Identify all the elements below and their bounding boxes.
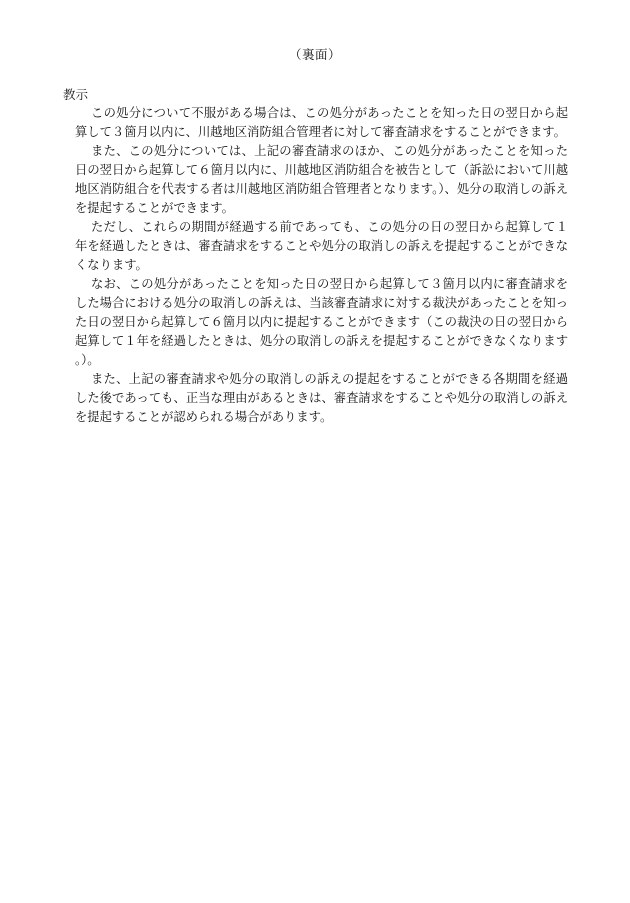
paragraph-justifiable-reason: また、上記の審査請求や処分の取消しの訴えの提起をすることができる各期間を経過した後であっても、正当な理由があるときは、審査請求をすることや処分の取消しの訴えを提起することが認められる場合があります。	[75, 372, 568, 424]
section-heading: 教示	[63, 87, 89, 102]
paragraph-appeal: この処分について不服がある場合は、この処分があったことを知った日の翌日から起算して３箇月以内に、川越地区消防組合管理者に対して審査請求をすることができます。	[75, 106, 568, 139]
paragraph-time-limit: ただし、これらの期間が経過する前であっても、この処分の日の翌日から起算して１年を経過したときは、審査請求をすることや処分の取消しの訴えを提起することができなくなります。	[75, 220, 568, 272]
paragraph-ruling-lawsuit: なお、この処分があったことを知った日の翌日から起算して３箇月以内に審査請求をした場合における処分の取消しの訴えは、当該審査請求に対する裁決があったことを知った日の翌日から起算して６箇月以内に提起することができます（この裁決の日の翌日から起算して１年を経過したときは、処分の取消しの訴えを提起することができなくなります。）。	[75, 277, 568, 367]
page-side-label: （裏面）	[288, 47, 341, 62]
instruction-body	[63, 104, 568, 427]
paragraph-lawsuit: また、この処分については、上記の審査請求のほか、この処分があったことを知った日の翌日から起算して６箇月以内に、川越地区消防組合を被告として（訴訟において川越地区消防組合を代表する者は川越地区消防組合管理者となります。）、処分の取消しの訴えを提起することができます。	[75, 144, 568, 215]
